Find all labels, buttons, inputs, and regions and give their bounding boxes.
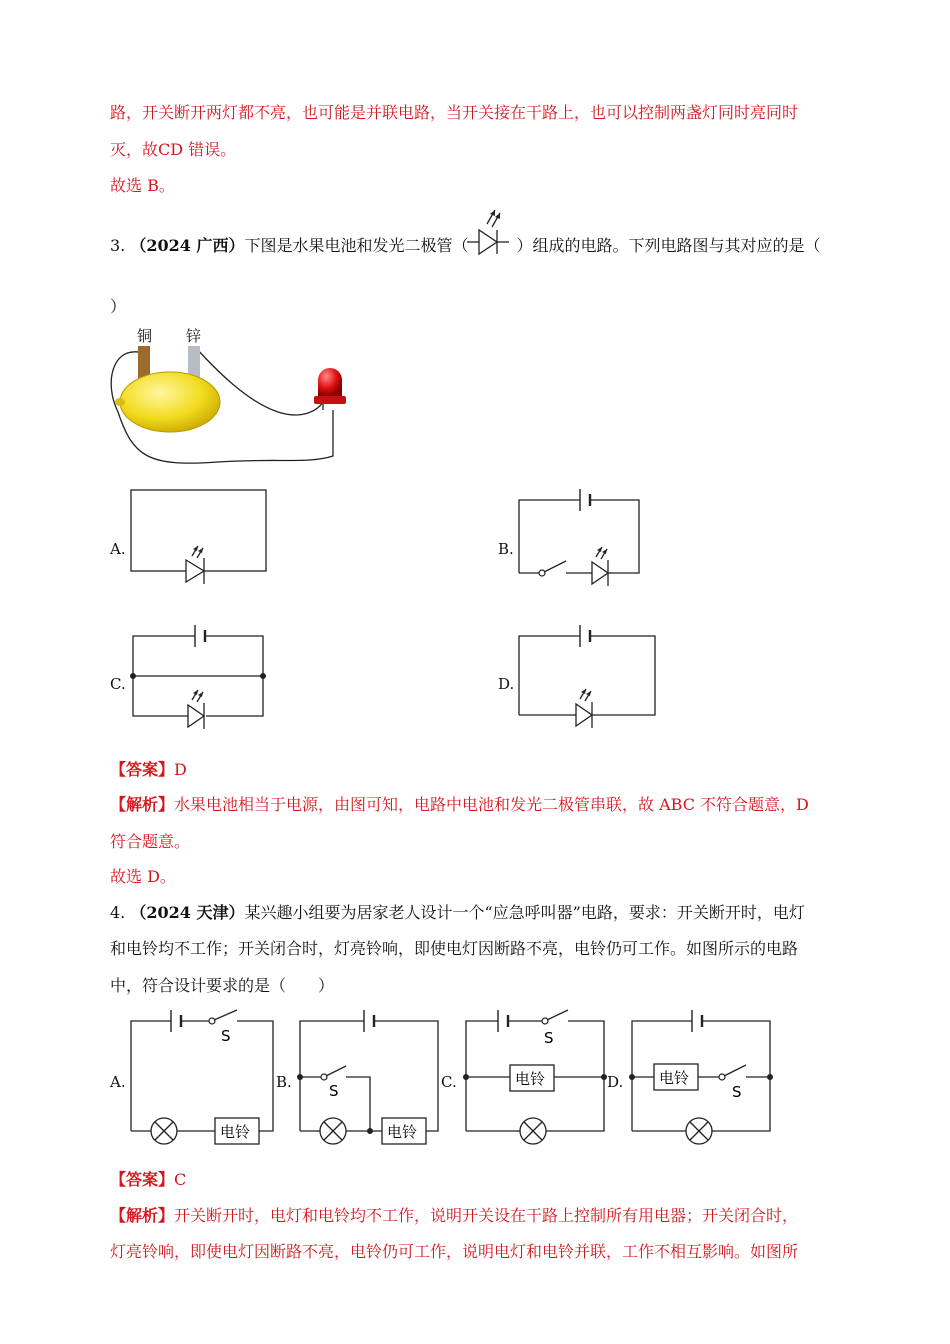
q4c-switch-label: S	[544, 1029, 554, 1047]
q3-stem-c: ）	[110, 297, 127, 316]
prev-choose: 故选 B。	[110, 176, 175, 195]
q4-option-a-label: A.	[110, 1073, 126, 1091]
q3-circuit-c	[120, 622, 280, 732]
q3-circuit-a	[120, 480, 280, 595]
q4-analysis-line2: 灯亮铃响，即使电灯因断路不亮，电铃仍可工作，说明电灯和电铃并联，工作不相互影响。如图所	[110, 1242, 799, 1261]
q4d-bell-label: 电铃	[659, 1069, 690, 1087]
q3-circuit-b	[508, 485, 653, 590]
q4-analysis-line1: 开关断开时，电灯和电铃均不工作，说明开关设在干路上控制所有用电器；开关闭合时，	[174, 1206, 799, 1225]
q4-stem-line1	[110, 903, 805, 923]
q3-option-b-label: B.	[498, 540, 514, 558]
q3-source: （2024 广西）	[130, 236, 245, 255]
q4d-switch-label: S	[732, 1083, 742, 1101]
label-zinc: 锌	[186, 327, 202, 345]
q3-stem-b: ）组成的电路。下列电路图与其对应的是（	[516, 236, 821, 255]
q3-analysis-tag: 【解析】	[110, 795, 175, 814]
q3-answer	[110, 760, 187, 780]
q4a-bell-label: 电铃	[220, 1123, 251, 1141]
lemon	[120, 372, 220, 432]
label-copper: 铜	[137, 327, 153, 345]
q4b-switch-label: S	[329, 1082, 339, 1100]
q4-stem-line3: 中，符合设计要求的是（ ）	[110, 976, 335, 995]
q3-circuit-d	[508, 620, 663, 730]
q3-number: 3.	[110, 236, 126, 255]
q3-answer-value: D	[174, 760, 187, 779]
q4-circuit-b	[292, 1005, 447, 1155]
q4-option-b-label: B.	[276, 1073, 292, 1091]
q4-option-c-label: C.	[441, 1073, 457, 1091]
q4c-bell-label: 电铃	[515, 1070, 546, 1088]
q4-option-d-label: D.	[607, 1073, 624, 1091]
q4-analysis	[110, 1206, 798, 1226]
q4-source: （2024 天津）	[130, 903, 245, 922]
q4-stem-line2: 和电铃均不工作；开关闭合时，灯亮铃响，即使电灯因断路不亮，电铃仍可工作。如图所示的电路	[110, 939, 799, 958]
q3-option-c-label: C.	[110, 675, 126, 693]
q3-choose: 故选 D。	[110, 867, 176, 886]
q4-analysis-tag: 【解析】	[110, 1206, 175, 1225]
q3-analysis-line1: 水果电池相当于电源，由图可知，电路中电池和发光二极管串联，故 ABC 不符合题意，D	[174, 795, 809, 814]
q3-option-d-label: D.	[498, 675, 515, 693]
led-bulb	[318, 368, 342, 396]
q4-answer-tag: 【答案】	[110, 1170, 175, 1189]
q3-analysis-line2: 符合题意。	[110, 832, 191, 851]
led-symbol-inline	[465, 200, 525, 260]
prev-analysis-line1: 路，开关断开两灯都不亮，也可能是并联电路，当开关接在干路上，也可以控制两盏灯同时亮同时	[110, 103, 799, 122]
q4b-bell-label: 电铃	[387, 1123, 418, 1141]
q4-circuit-a	[125, 1005, 280, 1155]
q4-answer	[110, 1170, 186, 1190]
q3-option-a-label: A.	[110, 540, 126, 558]
q3-analysis	[110, 795, 809, 815]
q4-answer-value: C	[174, 1170, 187, 1189]
q3-answer-tag: 【答案】	[110, 760, 175, 779]
led-base	[314, 396, 346, 404]
q4-circuit-c	[458, 1005, 613, 1155]
q4a-switch-label: S	[221, 1027, 231, 1045]
prev-analysis-line2: 灭，故CD 错误。	[110, 140, 237, 159]
q4-circuit-d	[624, 1005, 779, 1155]
q3-stem-a: 下图是水果电池和发光二极管（	[244, 236, 469, 255]
q4-number: 4.	[110, 903, 126, 922]
q4-stem-text1: 某兴趣小组要为居家老人设计一个“应急呼叫器”电路，要求：开关断开时，电灯	[244, 903, 805, 922]
